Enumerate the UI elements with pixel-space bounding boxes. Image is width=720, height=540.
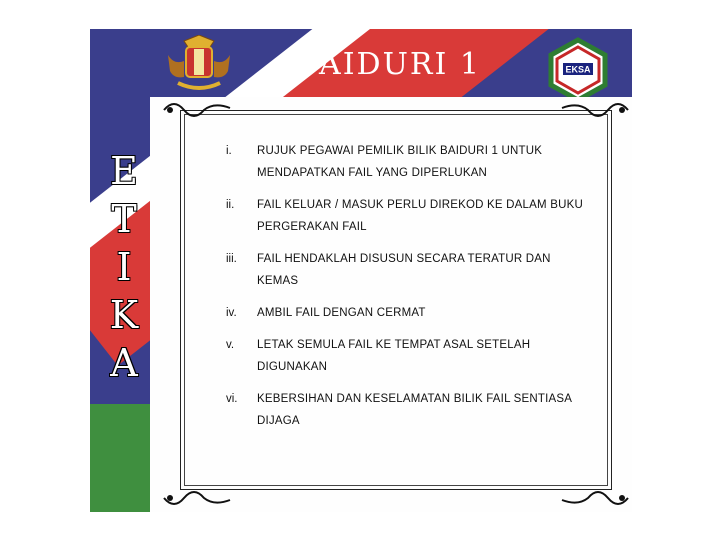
rule-text: AMBIL FAIL DENGAN CERMAT: [257, 307, 426, 319]
rule-number: ii.: [226, 199, 235, 211]
bottom-left-ornament-icon: [160, 486, 240, 510]
page-title: BAIDURI 1: [295, 47, 481, 82]
list-item: [226, 248, 606, 292]
list-item: [226, 388, 606, 432]
side-letter: I: [116, 245, 132, 289]
top-right-ornament-icon: [552, 98, 632, 122]
rule-text: FAIL HENDAKLAH DISUSUN SECARA TERATUR DAN KEMAS: [257, 253, 551, 287]
list-item: [226, 302, 606, 324]
bottom-right-ornament-icon: [552, 486, 632, 510]
rule-number: iv.: [226, 307, 237, 319]
eksa-logo-icon: [545, 37, 611, 103]
top-left-ornament-icon: [160, 98, 240, 122]
rule-text: KEBERSIHAN DAN KESELAMATAN BILIK FAIL SENTIASA DIJAGA: [257, 393, 572, 427]
list-item: [226, 194, 606, 238]
state-crest-icon: [164, 35, 234, 95]
side-letters: [104, 147, 144, 387]
side-letter: E: [110, 149, 138, 193]
rule-number: i.: [226, 145, 232, 157]
rule-text: FAIL KELUAR / MASUK PERLU DIREKOD KE DALAM BUKU PERGERAKAN FAIL: [257, 199, 583, 233]
rule-number: vi.: [226, 393, 238, 405]
side-letter: A: [110, 341, 138, 385]
rule-text: LETAK SEMULA FAIL KE TEMPAT ASAL SETELAH DIGUNAKAN: [257, 339, 531, 373]
eksa-logo-text: EKSA: [565, 64, 591, 75]
rule-number: v.: [226, 339, 235, 351]
side-letter: K: [109, 293, 139, 337]
side-letter: T: [111, 197, 137, 241]
list-item: [226, 334, 606, 378]
rule-number: iii.: [226, 253, 237, 265]
rules-list: [226, 140, 606, 442]
rule-text: RUJUK PEGAWAI PEMILIK BILIK BAIDURI 1 UNTUK MENDAPATKAN FAIL YANG DIPERLUKAN: [257, 145, 543, 179]
list-item: [226, 140, 606, 184]
